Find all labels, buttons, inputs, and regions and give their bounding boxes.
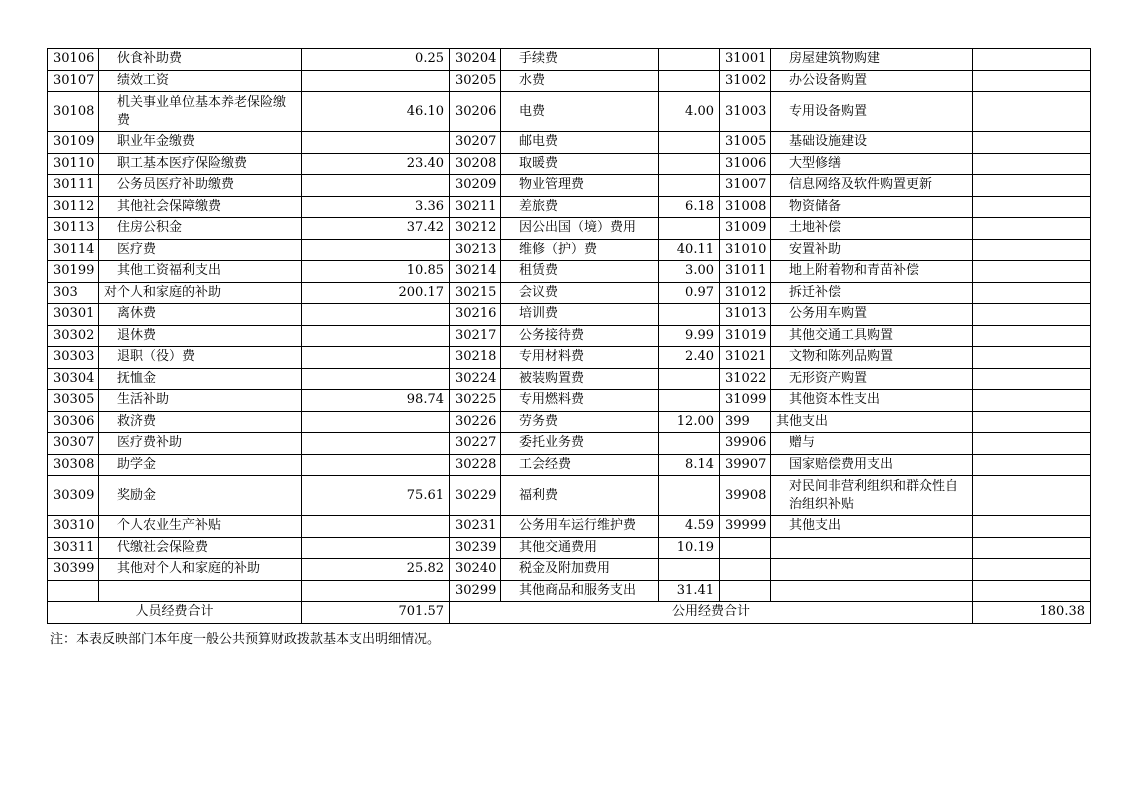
econ-name-cell: 邮电费 bbox=[501, 132, 659, 154]
public-total-value: 180.38 bbox=[973, 602, 1091, 624]
table-row bbox=[48, 325, 1091, 347]
econ-name-cell: 公务用车购置 bbox=[771, 304, 973, 326]
econ-code-cell: 30240 bbox=[450, 559, 501, 581]
amount-cell bbox=[302, 516, 450, 538]
econ-code-cell: 39907 bbox=[720, 454, 771, 476]
econ-name-cell: 国家赔偿费用支出 bbox=[771, 454, 973, 476]
table-row bbox=[48, 537, 1091, 559]
econ-code-cell: 30231 bbox=[450, 516, 501, 538]
amount-cell bbox=[973, 304, 1091, 326]
amount-cell bbox=[659, 49, 720, 71]
econ-code-cell: 30310 bbox=[48, 516, 99, 538]
econ-code-cell: 39906 bbox=[720, 433, 771, 455]
amount-cell: 40.11 bbox=[659, 239, 720, 261]
econ-code-cell: 31003 bbox=[720, 92, 771, 132]
amount-cell bbox=[973, 196, 1091, 218]
econ-code-cell: 30299 bbox=[450, 580, 501, 602]
econ-code-cell: 31021 bbox=[720, 347, 771, 369]
econ-name-cell: 地上附着物和青苗补偿 bbox=[771, 261, 973, 283]
econ-name-cell: 其他商品和服务支出 bbox=[501, 580, 659, 602]
econ-code-cell: 30304 bbox=[48, 368, 99, 390]
amount-cell bbox=[973, 261, 1091, 283]
amount-cell bbox=[302, 70, 450, 92]
econ-name-cell: 退休费 bbox=[99, 325, 302, 347]
econ-code-cell: 399 bbox=[720, 411, 771, 433]
amount-cell bbox=[973, 347, 1091, 369]
amount-cell bbox=[302, 347, 450, 369]
econ-name-cell: 取暖费 bbox=[501, 153, 659, 175]
econ-name-cell bbox=[771, 559, 973, 581]
amount-cell bbox=[973, 368, 1091, 390]
econ-name-cell: 房屋建筑物购建 bbox=[771, 49, 973, 71]
amount-cell: 200.17 bbox=[302, 282, 450, 304]
amount-cell: 2.40 bbox=[659, 347, 720, 369]
econ-code-cell: 30106 bbox=[48, 49, 99, 71]
table-row bbox=[48, 49, 1091, 71]
econ-name-cell: 维修（护）费 bbox=[501, 239, 659, 261]
amount-cell bbox=[302, 239, 450, 261]
amount-cell bbox=[973, 92, 1091, 132]
econ-code-cell: 30107 bbox=[48, 70, 99, 92]
econ-name-cell: 其他支出 bbox=[771, 516, 973, 538]
econ-code-cell: 31007 bbox=[720, 175, 771, 197]
table-row bbox=[48, 454, 1091, 476]
amount-cell bbox=[973, 49, 1091, 71]
econ-code-cell: 30224 bbox=[450, 368, 501, 390]
econ-name-cell: 退职（役）费 bbox=[99, 347, 302, 369]
econ-name-cell: 医疗费 bbox=[99, 239, 302, 261]
econ-name-cell: 医疗费补助 bbox=[99, 433, 302, 455]
table-row bbox=[48, 196, 1091, 218]
econ-name-cell: 助学金 bbox=[99, 454, 302, 476]
amount-cell bbox=[973, 516, 1091, 538]
table-row bbox=[48, 304, 1091, 326]
amount-cell bbox=[302, 411, 450, 433]
amount-cell: 12.00 bbox=[659, 411, 720, 433]
econ-code-cell: 30239 bbox=[450, 537, 501, 559]
table-row bbox=[48, 175, 1091, 197]
econ-code-cell: 31005 bbox=[720, 132, 771, 154]
public-total-label: 公用经费合计 bbox=[450, 602, 973, 624]
econ-code-cell: 30307 bbox=[48, 433, 99, 455]
econ-name-cell: 电费 bbox=[501, 92, 659, 132]
econ-code-cell: 30301 bbox=[48, 304, 99, 326]
econ-code-cell: 30113 bbox=[48, 218, 99, 240]
amount-cell bbox=[659, 70, 720, 92]
econ-name-cell: 其他资本性支出 bbox=[771, 390, 973, 412]
econ-code-cell: 31010 bbox=[720, 239, 771, 261]
econ-code-cell bbox=[48, 580, 99, 602]
econ-code-cell: 30109 bbox=[48, 132, 99, 154]
econ-code-cell: 30226 bbox=[450, 411, 501, 433]
econ-name-cell: 抚恤金 bbox=[99, 368, 302, 390]
econ-code-cell: 31006 bbox=[720, 153, 771, 175]
amount-cell: 37.42 bbox=[302, 218, 450, 240]
amount-cell bbox=[659, 390, 720, 412]
amount-cell bbox=[659, 132, 720, 154]
econ-name-cell: 因公出国（境）费用 bbox=[501, 218, 659, 240]
econ-code-cell: 30308 bbox=[48, 454, 99, 476]
econ-name-cell: 劳务费 bbox=[501, 411, 659, 433]
amount-cell bbox=[659, 559, 720, 581]
amount-cell bbox=[973, 218, 1091, 240]
econ-name-cell: 绩效工资 bbox=[99, 70, 302, 92]
econ-code-cell: 30199 bbox=[48, 261, 99, 283]
econ-code-cell bbox=[720, 537, 771, 559]
amount-cell bbox=[973, 239, 1091, 261]
amount-cell bbox=[302, 325, 450, 347]
table-row bbox=[48, 580, 1091, 602]
econ-code-cell: 30229 bbox=[450, 476, 501, 516]
amount-cell bbox=[973, 454, 1091, 476]
amount-cell bbox=[973, 390, 1091, 412]
amount-cell bbox=[973, 559, 1091, 581]
amount-cell bbox=[659, 175, 720, 197]
econ-name-cell: 代缴社会保险费 bbox=[99, 537, 302, 559]
econ-code-cell: 30207 bbox=[450, 132, 501, 154]
econ-name-cell: 物资储备 bbox=[771, 196, 973, 218]
econ-code-cell: 30212 bbox=[450, 218, 501, 240]
econ-name-cell: 会议费 bbox=[501, 282, 659, 304]
econ-code-cell: 30214 bbox=[450, 261, 501, 283]
econ-name-cell: 租赁费 bbox=[501, 261, 659, 283]
econ-name-cell: 被装购置费 bbox=[501, 368, 659, 390]
econ-name-cell: 机关事业单位基本养老保险缴费 bbox=[99, 92, 302, 132]
econ-code-cell: 30205 bbox=[450, 70, 501, 92]
budget-detail-table bbox=[47, 48, 1091, 624]
econ-name-cell bbox=[771, 580, 973, 602]
amount-cell bbox=[659, 153, 720, 175]
econ-name-cell: 伙食补助费 bbox=[99, 49, 302, 71]
econ-code-cell: 30204 bbox=[450, 49, 501, 71]
amount-cell: 10.19 bbox=[659, 537, 720, 559]
table-row bbox=[48, 433, 1091, 455]
econ-code-cell: 303 bbox=[48, 282, 99, 304]
amount-cell bbox=[302, 175, 450, 197]
econ-code-cell: 30309 bbox=[48, 476, 99, 516]
personnel-total-value: 701.57 bbox=[302, 602, 450, 624]
econ-code-cell: 31022 bbox=[720, 368, 771, 390]
econ-name-cell: 大型修缮 bbox=[771, 153, 973, 175]
econ-name-cell: 奖励金 bbox=[99, 476, 302, 516]
econ-name-cell: 其他交通费用 bbox=[501, 537, 659, 559]
econ-code-cell: 30227 bbox=[450, 433, 501, 455]
amount-cell: 46.10 bbox=[302, 92, 450, 132]
econ-name-cell: 对民间非营利组织和群众性自治组织补贴 bbox=[771, 476, 973, 516]
econ-code-cell bbox=[720, 580, 771, 602]
table-row bbox=[48, 153, 1091, 175]
econ-name-cell: 信息网络及软件购置更新 bbox=[771, 175, 973, 197]
amount-cell: 31.41 bbox=[659, 580, 720, 602]
table-row bbox=[48, 92, 1091, 132]
econ-code-cell: 39908 bbox=[720, 476, 771, 516]
econ-name-cell: 个人农业生产补贴 bbox=[99, 516, 302, 538]
amount-cell bbox=[659, 304, 720, 326]
amount-cell bbox=[659, 476, 720, 516]
amount-cell: 0.97 bbox=[659, 282, 720, 304]
table-row bbox=[48, 282, 1091, 304]
econ-name-cell: 其他工资福利支出 bbox=[99, 261, 302, 283]
amount-cell: 3.00 bbox=[659, 261, 720, 283]
econ-code-cell: 30108 bbox=[48, 92, 99, 132]
econ-code-cell: 30399 bbox=[48, 559, 99, 581]
econ-code-cell: 31011 bbox=[720, 261, 771, 283]
econ-code-cell: 30209 bbox=[450, 175, 501, 197]
econ-code-cell: 30305 bbox=[48, 390, 99, 412]
econ-code-cell: 31008 bbox=[720, 196, 771, 218]
amount-cell: 98.74 bbox=[302, 390, 450, 412]
econ-name-cell: 委托业务费 bbox=[501, 433, 659, 455]
amount-cell: 9.99 bbox=[659, 325, 720, 347]
econ-name-cell: 其他支出 bbox=[771, 411, 973, 433]
econ-name-cell: 基础设施建设 bbox=[771, 132, 973, 154]
econ-code-cell: 30218 bbox=[450, 347, 501, 369]
econ-name-cell: 其他交通工具购置 bbox=[771, 325, 973, 347]
amount-cell bbox=[302, 537, 450, 559]
econ-name-cell: 离休费 bbox=[99, 304, 302, 326]
econ-name-cell: 税金及附加费用 bbox=[501, 559, 659, 581]
econ-name-cell: 职业年金缴费 bbox=[99, 132, 302, 154]
econ-name-cell: 住房公积金 bbox=[99, 218, 302, 240]
amount-cell bbox=[302, 580, 450, 602]
amount-cell bbox=[973, 476, 1091, 516]
amount-cell: 4.59 bbox=[659, 516, 720, 538]
econ-name-cell: 专用燃料费 bbox=[501, 390, 659, 412]
amount-cell: 10.85 bbox=[302, 261, 450, 283]
amount-cell: 23.40 bbox=[302, 153, 450, 175]
table-row bbox=[48, 132, 1091, 154]
amount-cell: 75.61 bbox=[302, 476, 450, 516]
econ-code-cell: 30110 bbox=[48, 153, 99, 175]
table-row bbox=[48, 559, 1091, 581]
econ-code-cell: 31012 bbox=[720, 282, 771, 304]
econ-name-cell: 水费 bbox=[501, 70, 659, 92]
econ-code-cell: 30225 bbox=[450, 390, 501, 412]
econ-code-cell: 30303 bbox=[48, 347, 99, 369]
econ-code-cell: 30208 bbox=[450, 153, 501, 175]
econ-name-cell: 专用材料费 bbox=[501, 347, 659, 369]
econ-code-cell: 30215 bbox=[450, 282, 501, 304]
econ-name-cell: 公务用车运行维护费 bbox=[501, 516, 659, 538]
totals-row bbox=[48, 602, 1091, 624]
econ-name-cell: 拆迁补偿 bbox=[771, 282, 973, 304]
econ-name-cell bbox=[771, 537, 973, 559]
econ-code-cell bbox=[720, 559, 771, 581]
amount-cell: 3.36 bbox=[302, 196, 450, 218]
amount-cell bbox=[302, 368, 450, 390]
econ-code-cell: 31013 bbox=[720, 304, 771, 326]
econ-code-cell: 30206 bbox=[450, 92, 501, 132]
econ-name-cell: 手续费 bbox=[501, 49, 659, 71]
econ-name-cell: 救济费 bbox=[99, 411, 302, 433]
amount-cell bbox=[973, 70, 1091, 92]
econ-name-cell: 培训费 bbox=[501, 304, 659, 326]
econ-code-cell: 30216 bbox=[450, 304, 501, 326]
econ-name-cell: 福利费 bbox=[501, 476, 659, 516]
amount-cell bbox=[302, 454, 450, 476]
econ-code-cell: 30213 bbox=[450, 239, 501, 261]
econ-name-cell: 办公设备购置 bbox=[771, 70, 973, 92]
econ-name-cell: 职工基本医疗保险缴费 bbox=[99, 153, 302, 175]
econ-name-cell: 其他对个人和家庭的补助 bbox=[99, 559, 302, 581]
amount-cell bbox=[973, 282, 1091, 304]
econ-code-cell: 31001 bbox=[720, 49, 771, 71]
econ-name-cell: 安置补助 bbox=[771, 239, 973, 261]
econ-name-cell: 专用设备购置 bbox=[771, 92, 973, 132]
econ-code-cell: 30302 bbox=[48, 325, 99, 347]
econ-code-cell: 31009 bbox=[720, 218, 771, 240]
table-row bbox=[48, 411, 1091, 433]
amount-cell: 8.14 bbox=[659, 454, 720, 476]
econ-code-cell: 30112 bbox=[48, 196, 99, 218]
amount-cell: 25.82 bbox=[302, 559, 450, 581]
amount-cell bbox=[973, 325, 1091, 347]
amount-cell bbox=[302, 433, 450, 455]
econ-code-cell: 30114 bbox=[48, 239, 99, 261]
table-row bbox=[48, 218, 1091, 240]
table-row bbox=[48, 368, 1091, 390]
table-row bbox=[48, 261, 1091, 283]
table-row bbox=[48, 70, 1091, 92]
amount-cell bbox=[302, 132, 450, 154]
econ-name-cell: 其他社会保障缴费 bbox=[99, 196, 302, 218]
econ-code-cell: 39999 bbox=[720, 516, 771, 538]
amount-cell: 4.00 bbox=[659, 92, 720, 132]
econ-name-cell: 物业管理费 bbox=[501, 175, 659, 197]
amount-cell bbox=[659, 433, 720, 455]
amount-cell bbox=[659, 218, 720, 240]
econ-name-cell: 公务员医疗补助缴费 bbox=[99, 175, 302, 197]
econ-name-cell: 赠与 bbox=[771, 433, 973, 455]
econ-code-cell: 30211 bbox=[450, 196, 501, 218]
amount-cell bbox=[973, 433, 1091, 455]
amount-cell bbox=[973, 132, 1091, 154]
econ-name-cell: 无形资产购置 bbox=[771, 368, 973, 390]
econ-code-cell: 30311 bbox=[48, 537, 99, 559]
econ-name-cell: 对个人和家庭的补助 bbox=[99, 282, 302, 304]
amount-cell bbox=[973, 580, 1091, 602]
econ-name-cell: 生活补助 bbox=[99, 390, 302, 412]
amount-cell bbox=[973, 411, 1091, 433]
econ-code-cell: 30217 bbox=[450, 325, 501, 347]
econ-code-cell: 30228 bbox=[450, 454, 501, 476]
econ-code-cell: 31002 bbox=[720, 70, 771, 92]
econ-code-cell: 30306 bbox=[48, 411, 99, 433]
table-row bbox=[48, 239, 1091, 261]
table-row bbox=[48, 390, 1091, 412]
amount-cell bbox=[973, 175, 1091, 197]
econ-name-cell bbox=[99, 580, 302, 602]
econ-code-cell: 30111 bbox=[48, 175, 99, 197]
amount-cell: 6.18 bbox=[659, 196, 720, 218]
econ-name-cell: 工会经费 bbox=[501, 454, 659, 476]
amount-cell bbox=[973, 537, 1091, 559]
econ-name-cell: 土地补偿 bbox=[771, 218, 973, 240]
econ-name-cell: 文物和陈列品购置 bbox=[771, 347, 973, 369]
table-row bbox=[48, 476, 1091, 516]
table-body bbox=[48, 49, 1091, 602]
amount-cell: 0.25 bbox=[302, 49, 450, 71]
econ-name-cell: 差旅费 bbox=[501, 196, 659, 218]
amount-cell bbox=[973, 153, 1091, 175]
table-row bbox=[48, 347, 1091, 369]
econ-code-cell: 31019 bbox=[720, 325, 771, 347]
amount-cell bbox=[302, 304, 450, 326]
econ-name-cell: 公务接待费 bbox=[501, 325, 659, 347]
personnel-total-label: 人员经费合计 bbox=[48, 602, 302, 624]
amount-cell bbox=[659, 368, 720, 390]
table-row bbox=[48, 516, 1091, 538]
table-note: 注：本表反映部门本年度一般公共预算财政拨款基本支出明细情况。 bbox=[50, 632, 441, 647]
econ-code-cell: 31099 bbox=[720, 390, 771, 412]
